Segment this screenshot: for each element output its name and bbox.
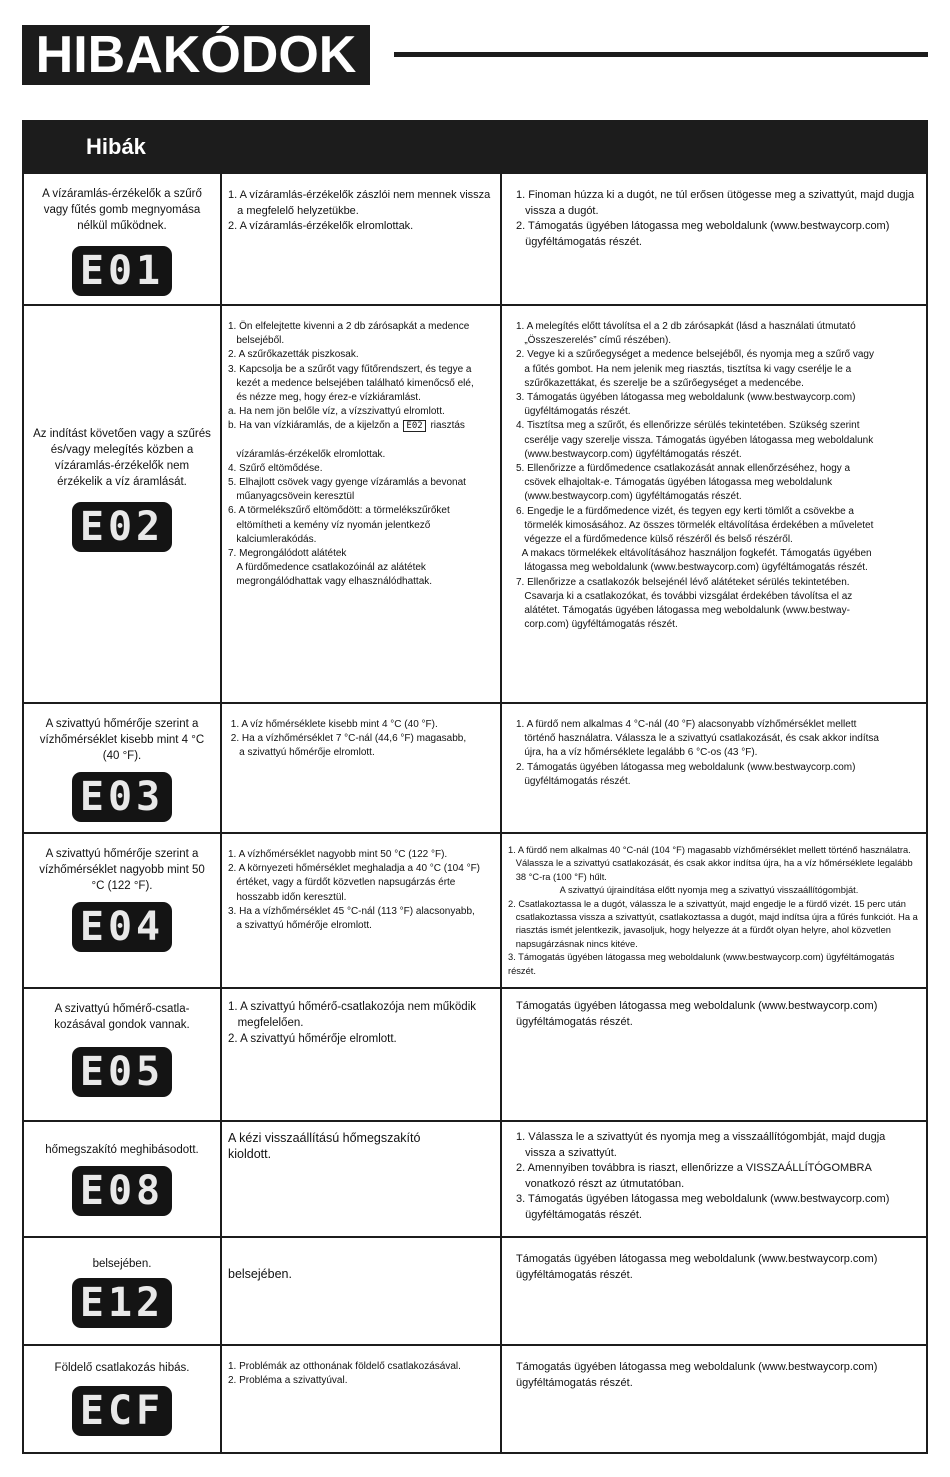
table-row-e01 [24, 174, 926, 304]
error-solutions: Támogatás ügyében látogassa meg weboldalunk (www.bestwaycorp.com) ügyféltámogatás részét. [516, 1361, 878, 1389]
table-header-label: Hibák [86, 134, 146, 159]
error-solutions: 1. A melegítés előtt távolítsa el a 2 db zárósapkát (lásd a használati útmutató „Összeszerelés” című részében). 2. Vegye ki a szűrőegységet a medence belsejéből, és nyomja meg a szűrő vagy a fűtés gombot. Ha nem jelenik meg riasztás, tisztítsa ki vagy cserélje le a szűrőkazettákat, és szerelje be a szűrőegységet a medencébe. 3. Támogatás ügyében látogassa meg weboldalunk (www.bestwaycorp.com) ügyféltámogatás részét. 4. Tisztítsa meg a szűrőt, és ellenőrizze sérülés tekintetében. Szükség szerint cserélje vagy szerelje vissza. Támogatás ügyében látogassa meg weboldalunk (www.bestwaycorp.com) ügyféltámogatás részét. 5. Ellenőrizze a fürdőmedence csatlakozását annak ellenőrzéséhez, hogy a csövek elhajoltak-e. Támogatás ügyében látogassa meg weboldalunk (www.bestwaycorp.com) ügyféltámogatás részét. 6. Engedje le a fürdőmedence vizét, és tegyen egy kerti tömlőt a csövekbe a törmelék kimosásához. Az összes törmelék eltávolítása érdekében a műveletet végezze el a fürdőmedence külső részéről és belső részéről. A makacs törmelékek eltávolításához használjon fogkefét. Támogatás ügyében látogassa meg weboldalunk (www.bestwaycorp.com) ügyféltámogatás részét. 7. Ellenőrizze a csatlakozók belsejénél lévő alátéteket sérülés tekintetében. Csavarja ki a csatlakozókat, és további vizsgálat érdekében távolítsa el az alátétet. Támogatás ügyében látogassa meg weboldalunk (www.bestway- corp.com) ügyféltámogatás részét. [516, 321, 874, 631]
lcd-code-display: E03 [72, 772, 172, 822]
error-causes: 1. Problémák az otthonának földelő csatlakozásával. 2. Probléma a szivattyúval. [228, 1361, 461, 1387]
table-row-e12 [24, 1236, 926, 1346]
lcd-code-display: E08 [72, 1166, 172, 1216]
error-description: A szivattyú hőmérő-csatla-kozásával gondok vannak. [54, 1003, 190, 1031]
page-title: HIBAKÓDOK [22, 25, 370, 85]
error-description: A szivattyú hőmérője szerint a vízhőmérséklet kisebb mint 4 °C (40 °F). [39, 718, 205, 762]
error-description: hőmegszakító meghibásodott. [45, 1144, 199, 1156]
table-row-e05 [24, 987, 926, 1122]
table-row-ecf [24, 1344, 926, 1454]
error-causes: 1. A víz hőmérséklete kisebb mint 4 °C (40 °F). 2. Ha a vízhőmérséklet 7 °C-nál (44,6 °F) magasabb, a szivattyú hőmérője elromlott. [230, 719, 467, 759]
error-causes: 1. A vízáramlás-érzékelők zászlói nem mennek vissza a megfelelő helyzetükbe. 2. A vízáramlás-érzékelők elromlottak. [228, 189, 491, 232]
error-description: A vízáramlás-érzékelők a szűrő vagy fűtés gomb megnyomása nélkül működnek. [42, 188, 202, 232]
error-causes-continued: vízáramlás-érzékelők elromlottak. 4. Szűrő eltömődése. 5. Elhajlott csövek vagy gyenge vízáramlás a bevonat műanyagcsövein keresztül 6. A törmelékszűrő eltömődött: a törmelékszűrőket eltömítheti a kemény víz nyomán jelentkező kalciumlerakódás. 7. Megrongálódott alátétek A fürdőmedence csatlakozóinál az alátétek megrongálódhattak vagy elhasználódhattak. [228, 448, 466, 588]
error-description: belsejében. [92, 1258, 152, 1270]
table-row-e03 [24, 702, 926, 834]
error-solutions: 1. A fürdő nem alkalmas 40 °C-nál (104 °F) magasabb vízhőmérséklet mellett történő használatra. Válassza le a szivattyú csatlakozását, és csak akkor indítsa újra, ha a víz hőmérséklete legalább 38 °C-ra (100 °F) hűlt. A szivattyú újraindítása előtt nyomja meg a szivattyú visszaállítógombját. 2. Csatlakoztassa le a dugót, válassza le a szivattyút, majd engedje le a fürdő vizét. 15 perc után csatlakoztassa vissza a szivattyút, csatlakoztassa a dugót, majd indítsa újra a fűrés funkciót. Ha a riasztás ismét jelentkezik, javasoljuk, hogy helyezze át a fürdőt olyan helyre, ahol közvetlen napsugárzásnak nincs kitéve. 3. Támogatás ügyében látogassa meg weboldalunk (www.bestwaycorp.com) ügyféltámogatás részét. [508, 845, 918, 976]
error-description: A szivattyú hőmérője szerint a vízhőmérséklet nagyobb mint 50 °C (122 °F). [39, 848, 205, 892]
title-rule [394, 52, 928, 57]
error-solutions: Támogatás ügyében látogassa meg weboldalunk (www.bestwaycorp.com) ügyféltámogatás részét. [516, 1253, 878, 1281]
lcd-code-display: E04 [72, 902, 172, 952]
table-row-e08 [24, 1120, 926, 1238]
error-code-table [22, 120, 928, 1454]
error-solutions: 1. Válassza le a szivattyút és nyomja meg a visszaállítógombját, majd dugja vissza a szivattyút. 2. Amennyiben továbbra is riaszt, ellenőrizze a VISSZAÁLLÍTÓGOMBRA vonatkozó részt az útmutatóban. 3. Támogatás ügyében látogassa meg weboldalunk (www.bestwaycorp.com) ügyféltámogatás részét. [516, 1131, 890, 1221]
lcd-code-display: E01 [72, 246, 172, 296]
error-causes: 1. A vízhőmérséklet nagyobb mint 50 °C (122 °F). 2. A környezeti hőmérséklet meghaladja a 40 °C (104 °F) értéket, vagy a fürdőt közvetlen napsugárzás érte hosszabb időn keresztül. 3. Ha a vízhőmérséklet 45 °C-nál (113 °F) alacsonyabb, a szivattyú hőmérője elromlott. [228, 849, 481, 932]
error-causes: 1. Ön elfelejtette kivenni a 2 db zárósapkát a medence belsejéből. 2. A szűrőkazetták piszkosak. 3. Kapcsolja be a szűrőt vagy fűtőrendszert, és tegye a kezét a medence belsejében található kimenőcső elé, és nézze meg, hogy érez-e vízkiáramlást. a. Ha nem jön belőle víz, a vízszivattyú elromlott. b. Ha van vízkiáramlás, de a kijelzőn a E02 riasztás [228, 321, 474, 432]
lcd-code-display: E02 [72, 502, 172, 552]
error-causes: 1. A szivattyú hőmérő-csatlakozója nem működik megfelelően. 2. A szivattyú hőmérője elromlott. [228, 1001, 477, 1045]
table-row-e04 [24, 832, 926, 989]
lcd-code-display: E05 [72, 1047, 172, 1097]
table-header [24, 122, 926, 174]
error-solutions: 1. A fürdő nem alkalmas 4 °C-nál (40 °F) alacsonyabb vízhőmérséklet mellett történő használatra. Válassza le a szivattyú csatlakozását, és csak akkor indítsa újra, ha a víz hőmérséklete legalább 6 °C-os (43 °F). 2. Támogatás ügyében látogassa meg weboldalunk (www.bestwaycorp.com) ügyféltámogatás részét. [516, 719, 879, 787]
error-causes: belsejében. [228, 1267, 292, 1281]
lcd-code-display: ECF [72, 1386, 172, 1436]
lcd-code-display: E12 [72, 1278, 172, 1328]
inline-lcd-code: E02 [403, 420, 425, 432]
error-description: Földelő csatlakozás hibás. [54, 1362, 190, 1374]
table-row-e02 [24, 304, 926, 704]
error-description: Az indítást követően vagy a szűrés és/vagy melegítés közben a vízáramlás-érzékelők nem érzékelik a víz áramlását. [33, 428, 211, 488]
error-causes: A kézi visszaállítású hőmegszakító kioldott. [228, 1131, 421, 1161]
error-solutions: Támogatás ügyében látogassa meg weboldalunk (www.bestwaycorp.com) ügyféltámogatás részét. [516, 1000, 878, 1028]
error-solutions: 1. Finoman húzza ki a dugót, ne túl erősen ütögesse meg a szivattyút, majd dugja vissza a dugót. 2. Támogatás ügyében látogassa meg weboldalunk (www.bestwaycorp.com) ügyféltámogatás részét. [516, 189, 915, 248]
